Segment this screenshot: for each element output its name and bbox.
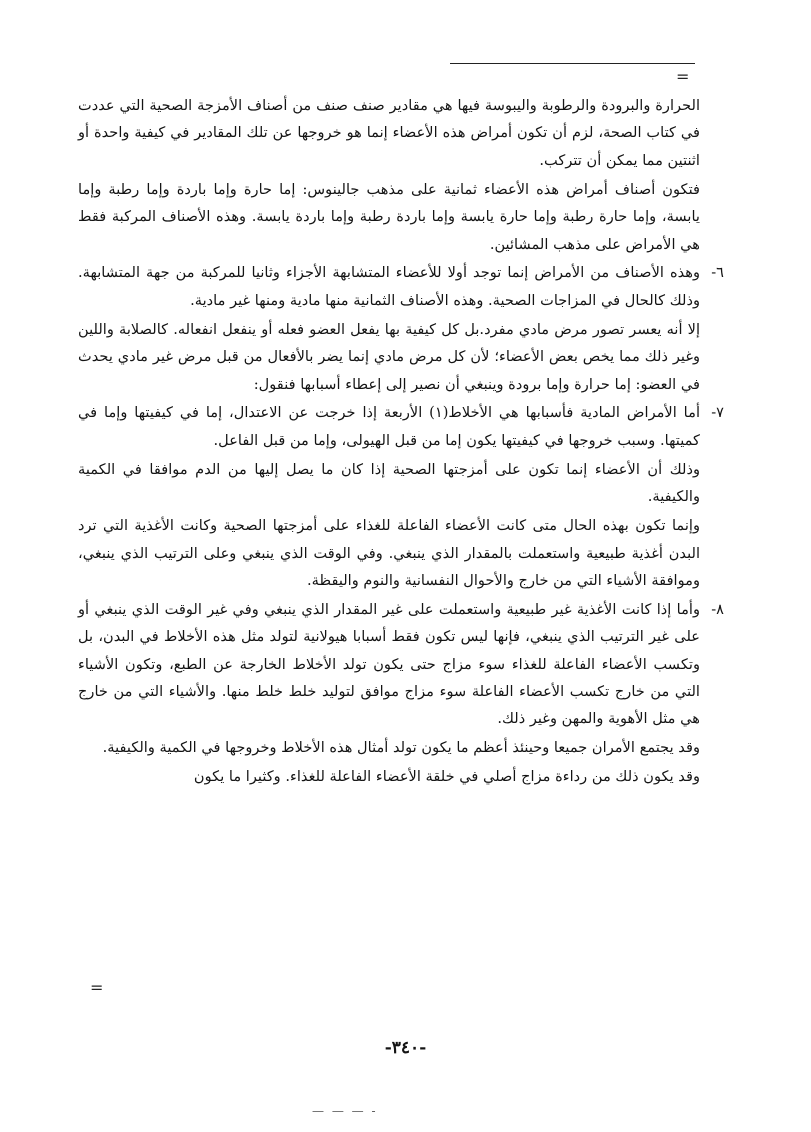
paragraph-text: وهذه الأصناف من الأمراض إنما توجد أولا للأعضاء المتشابهة الأجزاء وثانيا للمركبة من جهة المتشابهة. وذلك كالحال في المزاجات الصحية. وهذه الأصناف الثمانية منها مادية ومنها غير مادية. xyxy=(78,264,700,309)
numbered-paragraph-8 xyxy=(78,596,724,733)
numbered-paragraph-6 xyxy=(78,259,724,314)
body-text xyxy=(78,92,724,792)
paragraph-text: فتكون أصناف أمراض هذه الأعضاء ثمانية على مذهب جالينوس: إما حارة وإما باردة وإما رطبة وإما يابسة، وإما حارة رطبة وإما حارة يابسة وإما باردة رطبة وإما باردة يابسة. وهذه الأصناف المركبة فقط هي الأمراض على مذهب المشائين. xyxy=(78,180,700,253)
paragraph-text: أما الأمراض المادية فأسبابها هي الأخلاط(١) الأربعة إذا خرجت عن الاعتدال، إما في كيفيتها وإما في كميتها. وسبب خروجها في كيفيتها يكون إما من قبل الهيولى، وإما من قبل الفاعل. xyxy=(78,404,701,449)
header-rule xyxy=(450,63,695,64)
paragraph-text: وقد يكون ذلك من رداءة مزاج أصلي في خلقة الأعضاء الفاعلة للغذاء. وكثيرا ما يكون xyxy=(193,768,700,786)
continuation-marker-bottom: = xyxy=(90,978,104,997)
continuation-marker-top: = xyxy=(676,67,690,86)
paragraph xyxy=(78,734,700,761)
paragraph-text: وأما إذا كانت الأغذية غير طبيعية واستعملت على غير المقدار الذي ينبغي وفي غير الوقت الذي ينبغي أو على غير الترتيب الذي ينبغي، فإنها ليس تكون فقط أسبابا هيولانية لتولد مثل هذه الأخلاط في البدن، بل وتكسب الأعضاء الفاعلة للغذاء سوء مزاج حتى يكون تولد الأخلاط الخارجة عن الطبع، وتكون الأشياء التي من خارج تكسب الأعضاء الفاعلة سوء مزاج موافق لتوليد خلط خلط منها. والأشياء التي من خارج هي مثل الأهوية والمهن وغير ذلك. xyxy=(78,600,700,728)
paragraph-number: ٦- xyxy=(711,264,724,282)
paragraph xyxy=(78,316,700,398)
paragraph-number: ٧- xyxy=(711,404,724,422)
paragraph xyxy=(78,456,700,511)
paragraph-text: وقد يجتمع الأمران جميعا وحينئذ أعظم ما يكون تولد أمثال هذه الأخلاط وخروجها في الكمية والكيفية. xyxy=(102,739,700,757)
paragraph-text: إلا أنه يعسر تصور مرض مادي مفرد.بل كل كيفية بها يفعل العضو فعله أو ينفعل انفعاله. كالصلابة واللين وغير ذلك مما يخص بعض الأعضاء؛ لأن كل مرض مادي إنما يضر بالأفعال من قبل مرض غير مادي يحدث في العضو: إما حرارة وإما برودة وينبغي أن نصير إلى إعطاء أسبابها فنقول: xyxy=(78,320,700,393)
paragraph xyxy=(78,176,700,258)
paragraph-text: وذلك أن الأعضاء إنما تكون على أمزجتها الصحية إذا كان ما يصل إليها من الدم موافقا في الكمية والكيفية. xyxy=(78,460,700,506)
paragraph-number: ٨- xyxy=(711,600,724,618)
paragraph xyxy=(78,512,700,594)
footer-dashes: — — — - xyxy=(312,1104,378,1118)
paragraph xyxy=(78,92,700,174)
paragraph-text: الحرارة والبرودة والرطوبة واليبوسة فيها هي مقادير صنف صنف من أصناف الأمزجة الصحية التي عددت في كتاب الصحة، لزم أن تكون أمراض هذه الأعضاء إنما هو خروجها عن تلك المقادير في كيفية واحدة أو اثنتين مما يمكن أن تتركب. xyxy=(78,97,700,169)
numbered-paragraph-7 xyxy=(78,399,724,454)
paragraph-text: وإنما تكون بهذه الحال متى كانت الأعضاء الفاعلة للغذاء على أمزجتها الصحية وكانت الأغذية التي ترد البدن أغذية طبيعية واستعملت بالمقدار الذي ينبغي. وفي الوقت الذي ينبغي وعلى الترتيب الذي ينبغي، وموافقة الأشياء التي من خارج والأحوال النفسانية والنوم واليقظة. xyxy=(78,517,700,589)
page-number: -٣٤٠- xyxy=(384,1038,427,1058)
paragraph xyxy=(78,763,700,790)
